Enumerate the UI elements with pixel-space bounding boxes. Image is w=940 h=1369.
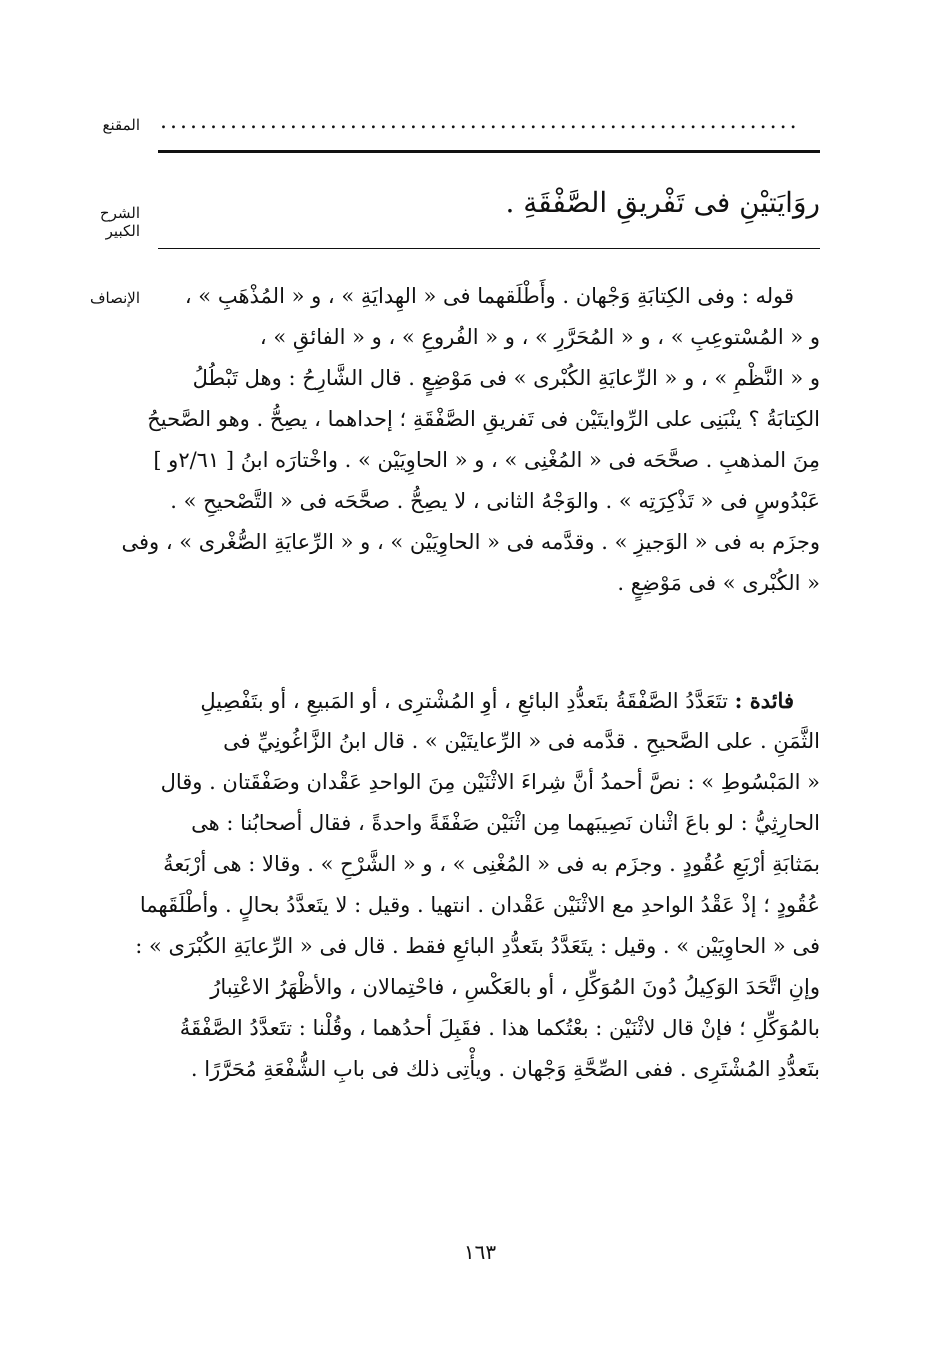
text-line: بتَعدُّدِ المُشْتَرِى . ففى الصِّحَّةِ وَجْهان . ويأْتِى ذلك فى بابِ الشُّفْعَةِ مُحَرَّرًا . — [190, 1057, 820, 1081]
sharh-text-line: روَايَتيْنِ فى تَفْريقِ الصَّفْقَةِ . — [505, 186, 820, 219]
text-line: عَبْدُوسٍ فى « تَذْكِرَتِه » . والوَجْهُ الثانى ، لا يصِحُّ . صحَّحَه فى « التَّصْحيحِ » . — [170, 489, 820, 513]
text-line: بمَثابَةِ أرْبَعِ عُقُودٍ . وجزَم به فى « المُغْنِى » ، و « الشَّرْحِ » . وقالا : هى أرْبَعةُ — [163, 852, 820, 876]
header-rule — [158, 150, 820, 153]
text-line: و « المُسْتوعِبِ » ، و « المُحَرَّرِ » ، و « الفُروعِ » ، و « الفائقِ » ، — [259, 325, 820, 349]
text-line — [160, 680, 820, 721]
text-line: فى « الحاوِيَيْن » . وقيل : يتَعَدَّدُ بتَعدُّدِ البائعِ فقط . قال فى « الرِّعايَةِ الكُبْرَى » : — [135, 934, 820, 958]
text-line: وإنِ اتَّحَدَ الوَكِيلُ دُونَ المُوَكِّلِ ، أو بالعَكْسِ ، فاحْتِمالان ، والأظْهَرُ الاعْتِبارُ — [210, 975, 820, 999]
faida-first-line-text: تتَعَدَّدُ الصَّفْقَةُ بتَعدُّدِ البائعِ ، أوِ المُشْترِى ، أو المَبيعِ ، أو بتَفْصِيلِ — [200, 689, 728, 713]
margin-label-sharh: الشرح الكبير — [99, 204, 140, 240]
section-rule — [158, 248, 820, 249]
text-line: الثَّمَنِ . على الصَّحيحِ . قدَّمه فى « الرِّعايتَيْن » . قال ابنُ الزَّاغُونِيِّ فى — [223, 729, 820, 753]
margin-label-insaf: الإنصاف — [89, 289, 140, 307]
header-dotted-line: ................................................................ — [160, 109, 800, 134]
margin-label-muqni: المقنع — [102, 116, 140, 134]
text-line: « الكُبْرى » فى مَوْضِعٍ . — [617, 571, 820, 595]
text-line: عُقُودٍ ؛ إذْ عَقْدُ الواحدِ مع الاثْنَيْن عَقْدان . انتهيا . وقيل : لا يتَعدَّدُ بحالٍ . وأطْلَقَهما — [139, 893, 820, 917]
faida-label: فائدة : — [734, 688, 794, 713]
text-line: قوله : وفى الكِتابَةِ وَجْهان . وأَطْلَقهما فى « الهِدايَةِ » ، و « المُذْهَبِ » ، — [184, 284, 794, 308]
faida-paragraph — [135, 680, 820, 1090]
page-number: ١٦٣ — [463, 1240, 497, 1264]
text-line: وجزَم به فى « الوَجيزِ » . وقدَّمه فى « الحاوِيَيْن » ، و « الرِّعايَةِ الصُّغْرى » ، وفى — [121, 530, 820, 554]
text-line: بالمُوَكِّلِ ؛ فإنْ قال لاثْنَيْن : بعْتُكما هذا . فقَبِلَ أحدُهما ، وقُلْنا : تتَعدَّدُ الصَّفْقَةُ — [179, 1016, 820, 1040]
text-line: الكِتابَةُ ؟ ينْبَنِى على الرِّوايتَيْن فى تَفريقِ الصَّفْقَةِ ؛ إحداهما ، يصِحُّ . وهو الصَّحيحُ — [147, 407, 820, 431]
text-line: « المَبْسُوطِ » : نصَّ أحمدُ أنَّ شِراءَ الاثْنَيْن مِنَ الواحدِ عَقْدان وصَفْقَتان . وقال — [160, 770, 820, 794]
text-line: و « النَّظْمِ » ، و « الرِّعايَةِ الكُبْرى » فى مَوْضِعٍ . قال الشَّارِحُ : وهل تَبْطُلُ — [192, 366, 820, 390]
text-line: الحارِثِيُّ : لو باعَ اثْنان نَصِيبَهما مِن اثْنَيْن صَفْقَةً واحدةً ، فقال أصحابُنا : هى — [191, 811, 820, 835]
insaf-paragraph — [121, 276, 820, 604]
text-line: مِنَ المذهبِ . صحَّحَه فى « المُغْنِى » ، و « الحاوِيَيْن » . واخْتارَه ابنُ [ ٢/٦١و ] — [153, 448, 820, 472]
